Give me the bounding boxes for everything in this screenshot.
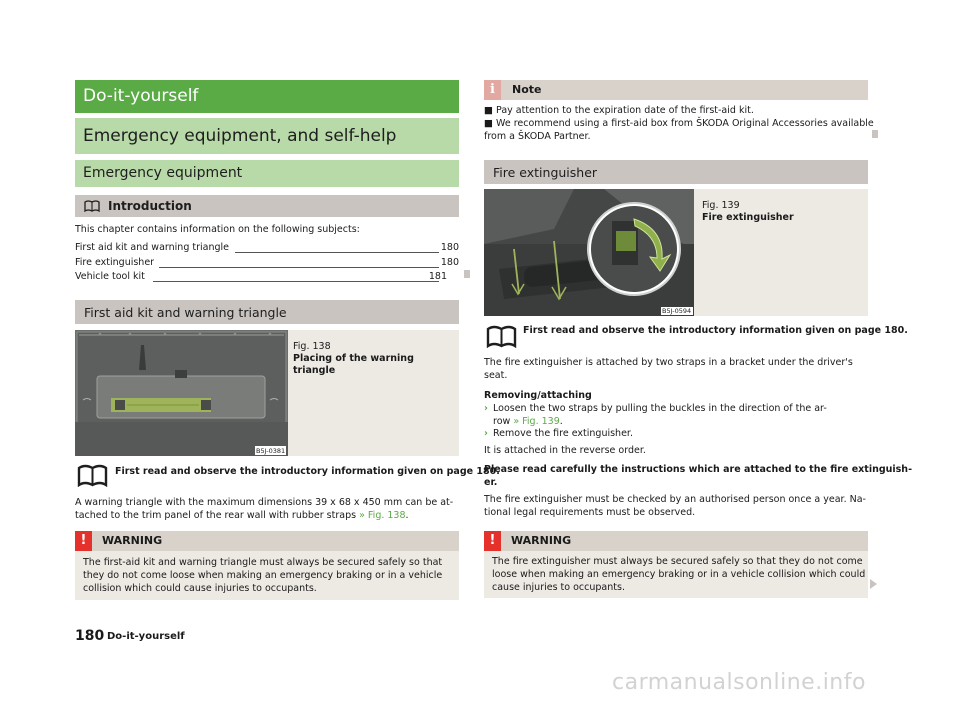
figure-139 (484, 189, 868, 316)
warning-line: cause injuries to occupants. (492, 582, 625, 593)
footer-chapter: Do-it-yourself (107, 631, 185, 642)
step-text: Remove the fire extinguisher. (493, 428, 633, 439)
body-text: . (405, 510, 409, 521)
section-title-bar (75, 118, 459, 154)
introduction-heading: Introduction (108, 199, 192, 213)
figure-number: Fig. 138 (293, 341, 331, 352)
introduction-bar (75, 195, 459, 217)
body-text-line: It is attached in the reverse order. (484, 445, 646, 456)
step-text: row (493, 416, 514, 427)
first-aid-heading: First aid kit and warning triangle (84, 305, 287, 320)
note-line: from a ŠKODA Partner. (484, 131, 591, 142)
removing-heading: Removing/attaching (484, 390, 592, 401)
figure-link[interactable]: » Fig. 138 (359, 510, 406, 521)
warning-label: WARNING (511, 534, 572, 547)
figure-caption: Placing of the warning triangle (293, 353, 414, 376)
read-first-note: First read and observe the introductory information given on page 180. (523, 325, 908, 336)
toc-page: 180 (440, 242, 459, 253)
figure-number: Fig. 139 (702, 200, 740, 211)
note-text: Pay attention to the expiration date of the first-aid kit. (496, 105, 754, 116)
bold-instruction: er. (484, 477, 498, 488)
toc-label: First aid kit and warning triangle (75, 242, 233, 253)
note-header (484, 80, 868, 100)
step-marker: › (484, 428, 488, 439)
warning-box (75, 531, 459, 600)
page-number: 180 (75, 628, 105, 644)
chapter-title: Do-it-yourself (83, 86, 199, 106)
body-text-line: seat. (484, 370, 508, 381)
warning-triangle-photo (75, 330, 288, 456)
chapter-title-bar (75, 80, 459, 113)
warning-label: WARNING (102, 534, 163, 547)
step-line (484, 427, 633, 440)
subsection-title: Emergency equipment (83, 165, 243, 181)
body-text-line: tional legal requirements must be observed. (484, 507, 696, 518)
read-first-note: First read and observe the introductory information given on page 180. (115, 466, 500, 477)
step-text: . (559, 416, 563, 427)
fire-extinguisher-heading: Fire extinguisher (493, 165, 598, 180)
body-text-line (75, 509, 409, 522)
warning-icon: ! (75, 531, 92, 551)
bullet: ■ (484, 118, 493, 129)
toc-page: 181 (428, 271, 447, 282)
info-icon: i (484, 80, 501, 100)
subsection-title-bar (75, 160, 459, 187)
first-aid-heading-bar (75, 300, 459, 324)
section-title: Emergency equipment, and self-help (83, 126, 397, 146)
toc-leader (159, 267, 439, 268)
toc-row[interactable] (75, 257, 459, 270)
warning-line: loose when making an emergency braking or in a vehicle collision which could (492, 569, 866, 580)
body-text-line: A warning triangle with the maximum dimensions 39 x 68 x 450 mm can be at- (75, 497, 454, 508)
watermark: carmanualsonline.info (612, 670, 866, 695)
bullet: ■ (484, 105, 493, 116)
warning-line: they do not come loose when making an emergency braking or in a vehicle (83, 570, 443, 581)
note-text: We recommend using a first-aid box from ŠKODA Original Accessories available (496, 118, 874, 129)
step-marker: › (484, 403, 488, 414)
step-text: Loosen the two straps by pulling the buckles in the direction of the ar- (493, 403, 827, 414)
note-label: Note (512, 83, 542, 96)
figure-caption: Fire extinguisher (702, 212, 794, 223)
warning-line: collision which could cause injuries to occupants. (83, 583, 317, 594)
step-line (484, 402, 827, 415)
body-text-line: The fire extinguisher must be checked by an authorised person once a year. Na- (484, 494, 866, 505)
warning-box (484, 531, 868, 598)
section-end-mark (872, 130, 878, 138)
note-line (484, 117, 874, 130)
warning-line: The fire extinguisher must always be secured safely so that they do not come (492, 556, 863, 567)
figure-code: B5J-0381 (256, 447, 286, 455)
toc-row[interactable] (75, 242, 459, 255)
warning-icon: ! (484, 531, 501, 551)
figure-138 (75, 330, 459, 456)
note-line (484, 104, 754, 117)
figure-code: B5J-0594 (662, 307, 692, 315)
book-icon (77, 463, 108, 487)
bold-instruction: Please read carefully the instructions which are attached to the fire extinguish- (484, 464, 913, 475)
continue-arrow-icon (870, 579, 877, 589)
warning-line: The first-aid kit and warning triangle must always be secured safely so that (83, 557, 443, 568)
figure-link[interactable]: » Fig. 139 (513, 416, 560, 427)
introduction-text: This chapter contains information on the following subjects: (75, 224, 360, 235)
book-icon (486, 324, 517, 348)
toc-leader (153, 281, 439, 282)
book-icon (84, 199, 100, 212)
toc-label: Vehicle tool kit (75, 271, 149, 282)
fire-extinguisher-heading-bar (484, 160, 868, 184)
toc-page: 180 (440, 257, 459, 268)
fire-extinguisher-photo (484, 189, 694, 316)
toc-row[interactable] (75, 271, 459, 284)
body-text-line: The fire extinguisher is attached by two straps in a bracket under the driver's (484, 357, 853, 368)
body-text: tached to the trim panel of the rear wall with rubber straps (75, 510, 360, 521)
toc-leader (235, 252, 439, 253)
toc-label: Fire extinguisher (75, 257, 158, 268)
section-end-mark (464, 270, 470, 278)
